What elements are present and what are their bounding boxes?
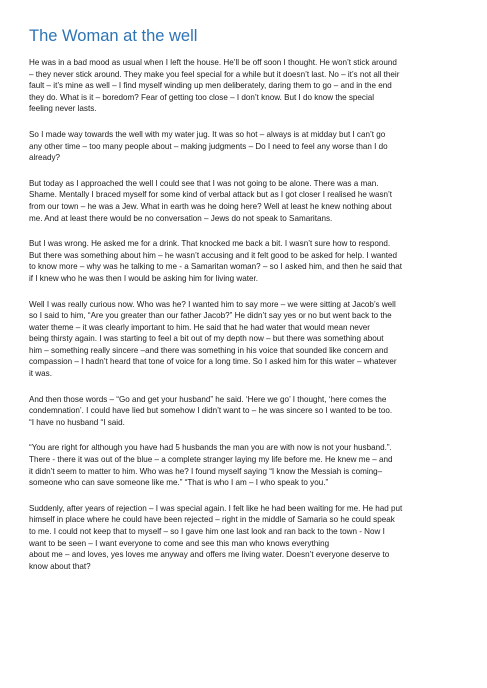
document-body [29, 57, 469, 586]
text-line: “I have no husband “I said. [29, 417, 125, 427]
text-line: any other time – too many people about – making judgments – Do I need to feel any worse than I do [29, 141, 388, 151]
text-line: from our town – he was a Jew. What in earth was he doing here? Well at least he knew nothing about [29, 201, 392, 211]
text-line: Well I was really curious now. Who was he? I wanted him to say more – we were sitting at Jacob’s well [29, 299, 396, 309]
text-line: condemnation’. I could have lied but somehow I didn’t want to – he was sincere so I wanted to be too. [29, 406, 393, 416]
paragraph [29, 394, 469, 429]
document-title: The Woman at the well [29, 27, 198, 45]
text-line: him – something really sincere –and there was something in his voice that sounded like concern and [29, 345, 389, 355]
text-line: So I made way towards the well with my water jug. It was so hot – always is at midday but I can’t go [29, 129, 386, 139]
text-line: about me – and loves, yes loves me anyway and offers me living water. Doesn’t everyone deserve to [29, 550, 390, 560]
text-line: water theme – it was clearly important to him. He said that he had water that would mean never [29, 322, 371, 332]
text-line: himself in place where he could have been rejected – right in the middle of Samaria so he could speak [29, 515, 395, 525]
text-line: – they never stick around. They make you feel special for a while but it doesn’t last. No – it’s not all their [29, 69, 400, 79]
text-line: But there was something about him – he wasn’t accusing and it felt good to be asked for help. I wanted [29, 250, 398, 260]
text-line: me. And at least there would be no conversation – Jews do not speak to Samaritans. [29, 213, 333, 223]
text-line: Shame. Mentally I braced myself for some kind of verbal attack but as I got closer I realised he wasn’t [29, 190, 393, 200]
text-line: fault – it’s mine as well – I find myself winding up men deliberately, daring them to go – and in the end [29, 81, 392, 91]
paragraph [29, 57, 469, 115]
paragraph [29, 238, 469, 284]
text-line: someone who can save someone like me.” “That is who I am – I who speak to you.” [29, 478, 329, 488]
paragraph [29, 503, 469, 573]
paragraph [29, 299, 469, 380]
paragraph [29, 178, 469, 224]
text-line: to know more – why was he talking to me - a Samaritan woman? – so I asked him, and then he said that [29, 262, 402, 272]
text-line: to me. I could not keep that to myself – so I gave him one last look and ran back to the town - Now I [29, 527, 385, 536]
text-line: already? [29, 153, 61, 163]
text-line: if I knew who he was then I would be asking him for living water. [29, 273, 258, 283]
text-line: Suddenly, after years of rejection – I was special again. I felt like he had been waiting for me. He had put [29, 503, 403, 513]
text-line: “You are right for although you have had 5 husbands the man you are with now is not your husband.”. [29, 443, 392, 453]
text-line: He was in a bad mood as usual when I left the house. He’ll be off soon I thought. He won’t stick around [29, 58, 397, 67]
text-line: feeling never lasts. [29, 104, 97, 114]
paragraph [29, 129, 469, 164]
text-line: And then those words – “Go and get your husband” he said. ‘Here we go’ I thought, ‘here comes the [29, 394, 387, 404]
text-line: so I said to him, “Are you greater than our father Jacob?” He didn’t say yes or no but went back to the [29, 311, 392, 321]
text-line: want to be seen – I want everyone to come and see this man who knows everything [29, 538, 330, 548]
text-line: it was. [29, 369, 52, 379]
text-line: being thirsty again. I was starting to feel a bit out of my depth now – but there was something about [29, 334, 384, 344]
text-line: But today as I approached the well I could see that I was not going to be alone. There was a man. [29, 178, 379, 188]
text-line: know about that? [29, 561, 91, 571]
text-line: But I was wrong. He asked me for a drink. That knocked me back a bit. I wasn’t sure how to respond. [29, 239, 391, 249]
text-line: compassion – I hadn’t heard that tone of voice for a long time. So I asked him for this water – whatever [29, 357, 397, 367]
text-line: they do. What is it – boredom? Fear of getting too close – I don’t know. But I do know the special [29, 92, 375, 102]
paragraph [29, 442, 469, 488]
text-line: There - there it was out of the blue – a complete stranger laying my life before me. He knew me – and [29, 455, 393, 465]
text-line: it didn’t seem to matter to him. Who was he? I found myself saying “I know the Messiah is coming– [29, 466, 383, 476]
